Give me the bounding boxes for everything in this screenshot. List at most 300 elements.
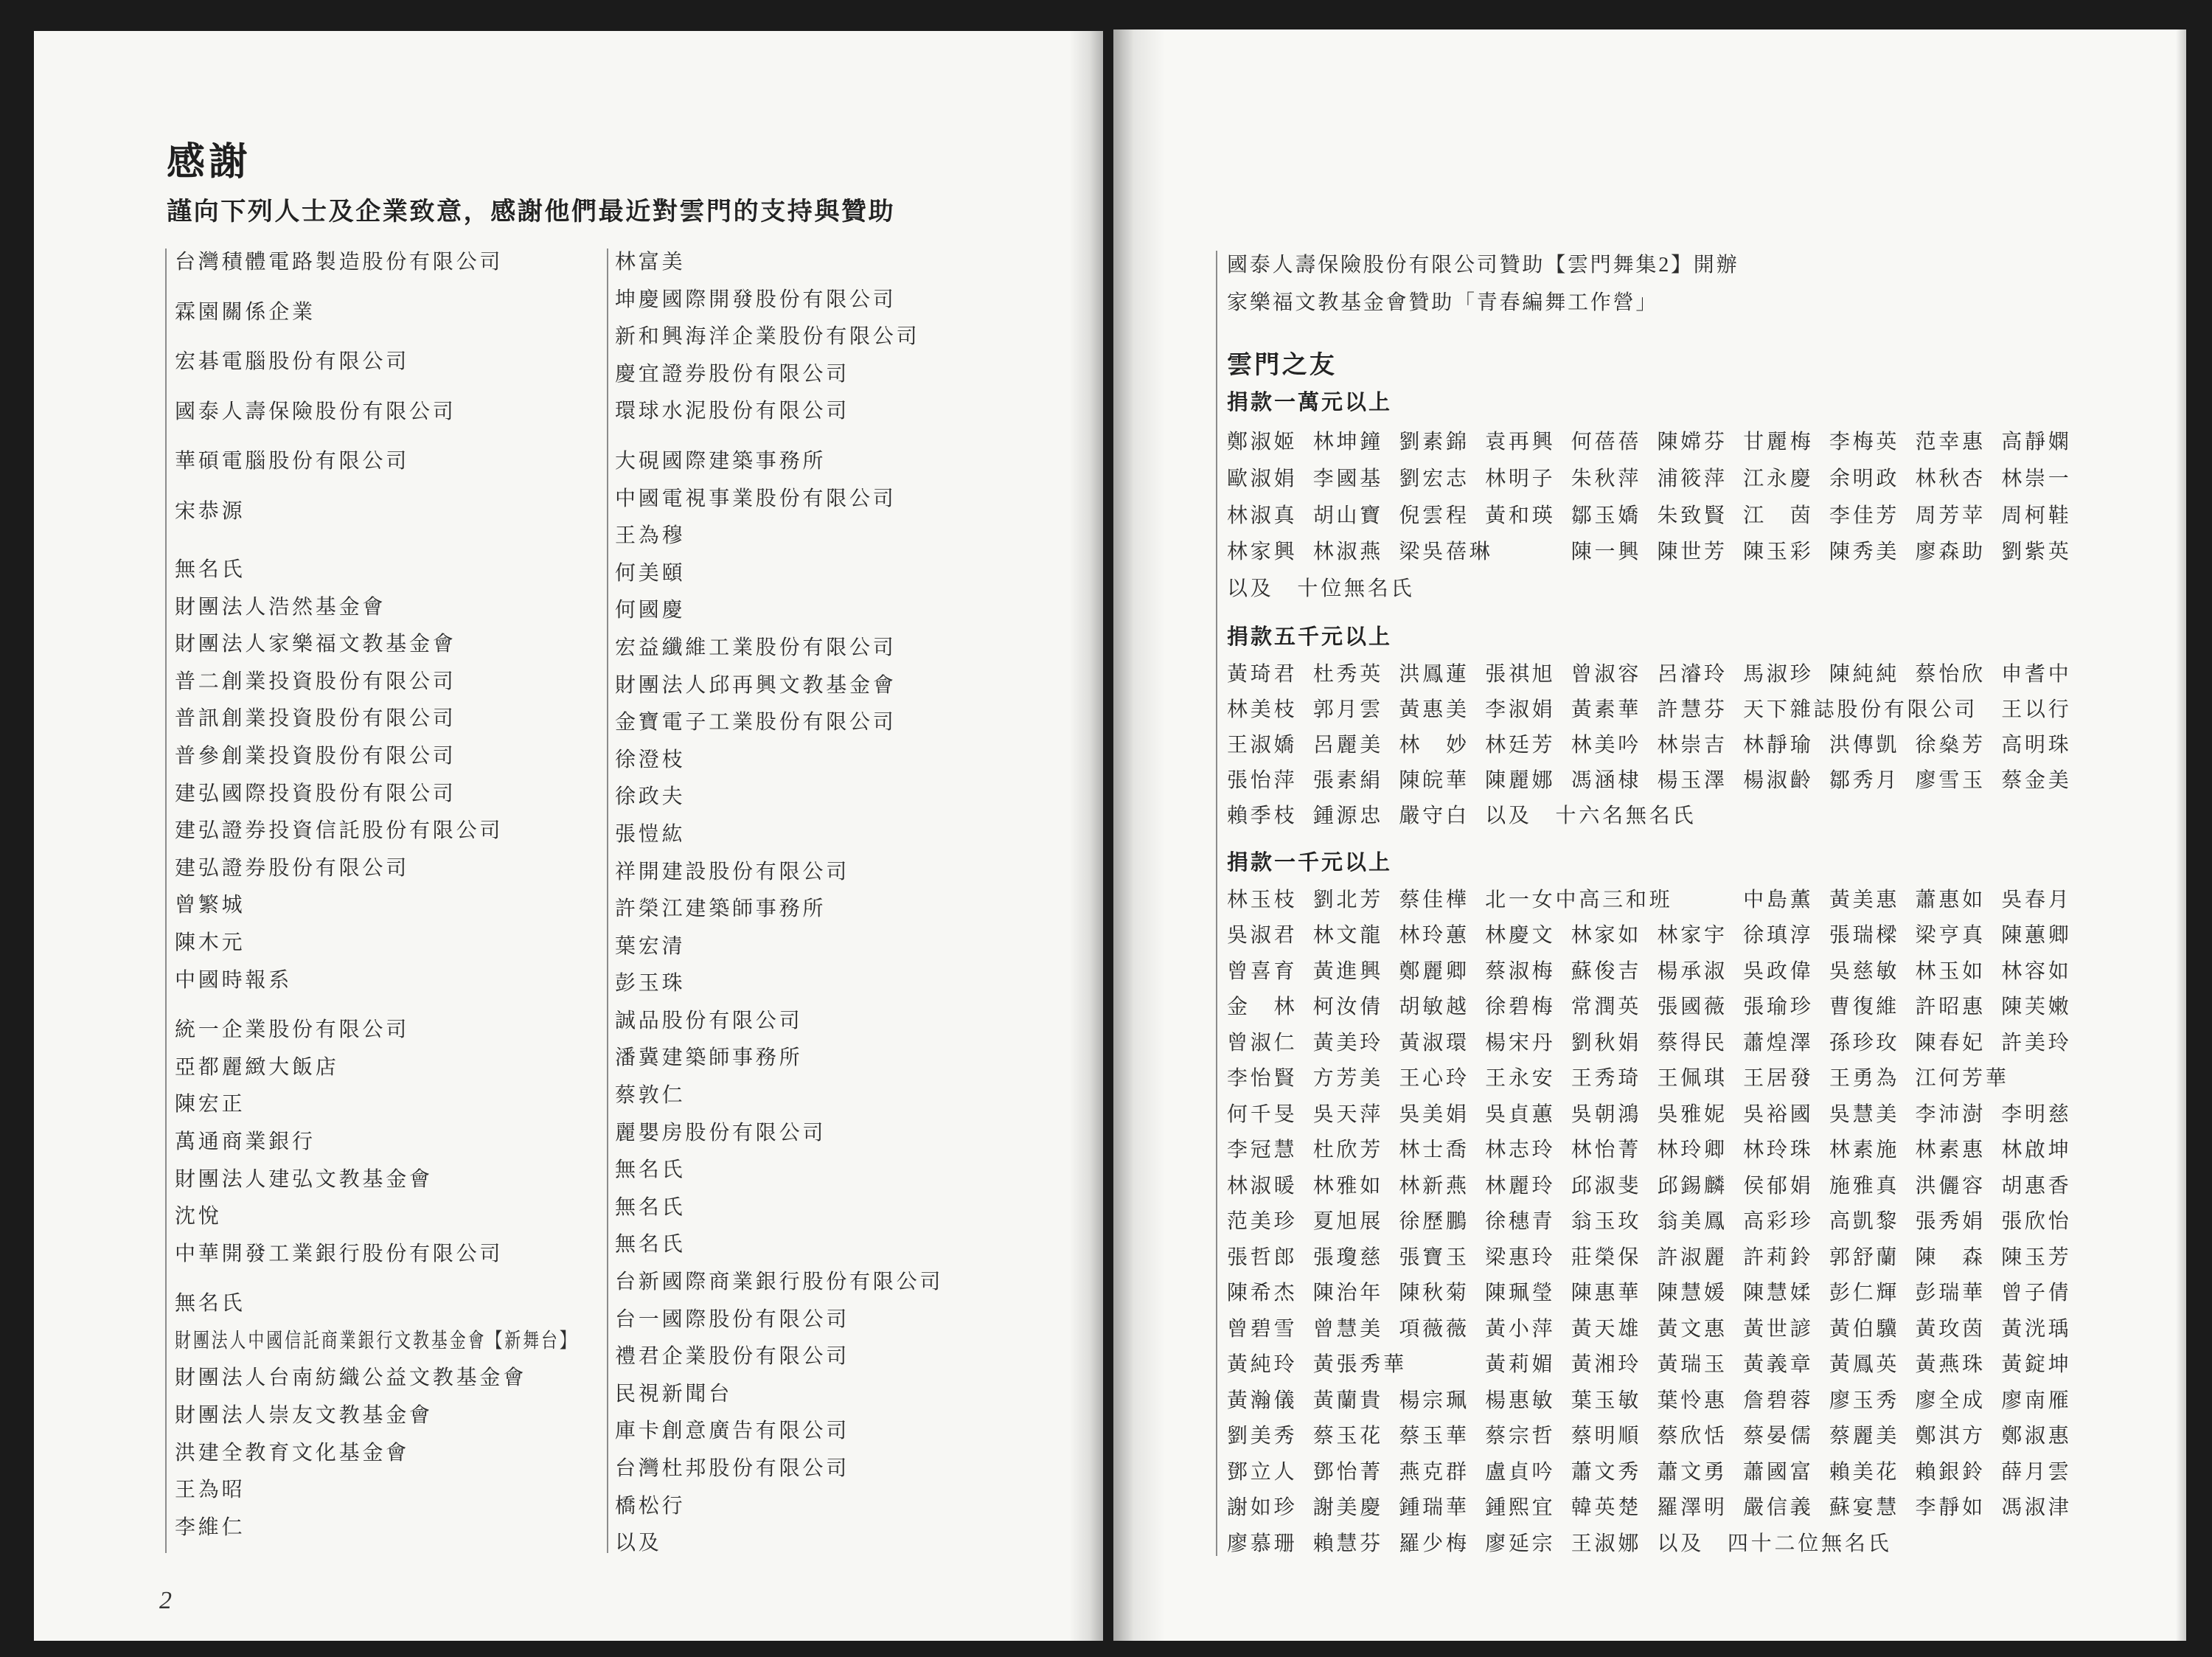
donor-name: 夏旭展 xyxy=(1312,1210,1384,1234)
donor-name: 劉宏志 xyxy=(1399,467,1470,490)
donor-name: 廖雪玉 xyxy=(1915,768,1986,792)
donor-name: 陳木元 xyxy=(175,931,246,954)
donor-name: 張國薇 xyxy=(1657,996,1728,1019)
donor-name: 台新國際商業銀行股份有限公司 xyxy=(615,1271,944,1294)
donor-name: 胡惠香 xyxy=(2001,1174,2072,1198)
donor-name: 謝美慶 xyxy=(1312,1496,1384,1520)
donor-name: 楊宗珮 xyxy=(1399,1389,1470,1412)
donor-name: 林富美 xyxy=(615,251,686,274)
donor-name: 徐穗青 xyxy=(1485,1210,1556,1234)
donor-name: 彭仁輝 xyxy=(1829,1282,1900,1305)
donor-name: 鄧怡菁 xyxy=(1312,1460,1384,1484)
donor-name: 葉玉敏 xyxy=(1571,1389,1642,1412)
donor-name: 財團法人中國信託商業銀行文教基金會【新舞台】 xyxy=(175,1329,578,1352)
donor-name: 張秀娟 xyxy=(1915,1210,1986,1234)
donor-name: 李沛澍 xyxy=(1915,1102,1986,1126)
donor-name: 林玲珠 xyxy=(1743,1139,1814,1162)
donor-name: 彭瑞華 xyxy=(1915,1282,1986,1305)
donor-name: 吳慈敏 xyxy=(1829,959,1900,983)
name-row xyxy=(1227,728,2097,763)
donor-name: 吳天萍 xyxy=(1312,1102,1384,1126)
friends-heading: 雲門之友 xyxy=(1227,351,1338,379)
donor-group xyxy=(175,1012,691,1273)
donor-name: 李明慈 xyxy=(2001,1102,2072,1126)
name-row xyxy=(1227,1312,2097,1348)
donor-name: 浦筱萍 xyxy=(1657,467,1728,490)
donor-name: 麗嬰房股份有限公司 xyxy=(615,1121,827,1144)
donor-name: 陳希杰 xyxy=(1227,1282,1298,1305)
donor-name: 陳慧媛 xyxy=(1657,1282,1728,1305)
donor-name: 劉紫英 xyxy=(2001,541,2072,564)
donor-name: 鄭淑惠 xyxy=(2001,1425,2072,1448)
donor-name: 徐歷鵬 xyxy=(1399,1210,1470,1234)
donor-name: 陳玉芳 xyxy=(2001,1246,2072,1269)
donor-name: 陳麗娜 xyxy=(1485,768,1556,792)
donor-name: 潘冀建築師事務所 xyxy=(615,1046,803,1070)
donor-name: 曾淑容 xyxy=(1571,662,1642,686)
donor-name: 張哲郎 xyxy=(1227,1246,1298,1269)
donor-name: 何蓓蓓 xyxy=(1571,431,1642,454)
donor-name: 金 林 xyxy=(1227,996,1298,1019)
name-row xyxy=(1227,883,2097,919)
name-row xyxy=(1227,990,2097,1026)
donor-name: 張寶玉 xyxy=(1399,1246,1470,1269)
donor-name: 誠品股份有限公司 xyxy=(615,1009,803,1032)
donor-name: 黃玫茵 xyxy=(1915,1317,1986,1341)
donor-name: 黃洸瑀 xyxy=(2001,1317,2072,1341)
donor-name: 許榮江建築師事務所 xyxy=(615,897,827,921)
name-row xyxy=(1227,763,2097,799)
donor-name: 羅澤明 xyxy=(1657,1496,1728,1520)
donor-name: 陳一興 xyxy=(1571,541,1642,564)
donor-name: 黃錠坤 xyxy=(2001,1353,2072,1377)
donor-name: 李怡賢 xyxy=(1227,1067,1298,1091)
donor-name: 梁吳蓓琳 xyxy=(1399,541,1493,564)
name-row xyxy=(1227,498,2097,535)
name-row xyxy=(1227,1097,2097,1133)
friends-section xyxy=(1227,246,2097,1562)
donor-name: 張愷紘 xyxy=(615,822,686,846)
donor-name: 賴銀鈴 xyxy=(1915,1460,1986,1484)
name-row xyxy=(1227,1490,2097,1526)
donor-name: 李維仁 xyxy=(175,1515,246,1539)
donor-name: 蕭文勇 xyxy=(1657,1460,1728,1484)
donor-name: 祥開建設股份有限公司 xyxy=(615,860,850,883)
donor-name: 慶宜證券股份有限公司 xyxy=(615,362,850,386)
donor-name: 張瑞樑 xyxy=(1829,924,1900,948)
column-rule xyxy=(165,249,167,1553)
donor-name: 坤慶國際開發股份有限公司 xyxy=(615,288,897,311)
donor-name: 林美吟 xyxy=(1571,733,1642,757)
donor-name: 林玉枝 xyxy=(1227,888,1298,911)
donor-name: 黃美惠 xyxy=(1829,888,1900,911)
donor-name: 黃義章 xyxy=(1743,1353,1814,1377)
donor-name: 李靜如 xyxy=(1915,1496,1986,1520)
name-row xyxy=(1227,1276,2097,1312)
donor-name: 陳 森 xyxy=(1915,1246,1986,1269)
donor-name: 林麗玲 xyxy=(1485,1174,1556,1198)
donor-name: 葉怜惠 xyxy=(1657,1389,1728,1412)
donor-name: 方芳美 xyxy=(1312,1067,1384,1091)
donor-name: 大硯國際建築事務所 xyxy=(615,449,827,473)
donor-name: 孫珍玫 xyxy=(1829,1031,1900,1055)
donor-name: 禮君企業股份有限公司 xyxy=(615,1345,850,1369)
donor-name: 吳朝鴻 xyxy=(1571,1102,1642,1126)
donor-name: 嚴信義 xyxy=(1743,1496,1814,1520)
donor-name: 賴慧芬 xyxy=(1312,1532,1384,1555)
donor-name: 韓英楚 xyxy=(1571,1496,1642,1520)
donor-name: 胡敏越 xyxy=(1399,996,1470,1019)
donor-name: 李淑娟 xyxy=(1485,698,1556,721)
left-page xyxy=(34,31,1103,1641)
donor-name: 詹碧蓉 xyxy=(1743,1389,1814,1412)
page-title: 感謝 xyxy=(167,141,252,184)
donor-name: 林玲蕙 xyxy=(1399,924,1470,948)
donation-tiers xyxy=(1227,384,2097,1562)
donor-name: 蔡欣恬 xyxy=(1657,1425,1728,1448)
donor-name: 莊榮保 xyxy=(1571,1246,1642,1269)
donor-name: 陳珮瑩 xyxy=(1485,1282,1556,1305)
donor-name: 鄭淇方 xyxy=(1915,1425,1986,1448)
donor-name: 建弘證券股份有限公司 xyxy=(175,856,410,880)
donor-name: 許淑麗 xyxy=(1657,1246,1728,1269)
donor-name: 林明子 xyxy=(1485,467,1556,490)
donor-group xyxy=(175,552,691,999)
donor-name: 普訊創業投資股份有限公司 xyxy=(175,707,456,731)
donor-name: 許美玲 xyxy=(2001,1031,2072,1055)
donor-name: 周芳苹 xyxy=(1915,504,1986,527)
donor-name: 台灣杜邦股份有限公司 xyxy=(615,1457,850,1480)
donor-name: 林士喬 xyxy=(1399,1139,1470,1162)
donor-name: 台一國際股份有限公司 xyxy=(615,1307,850,1331)
donor-name: 黃湘玲 xyxy=(1571,1353,1642,1377)
donor-name: 蔡宗哲 xyxy=(1485,1425,1556,1448)
name-row xyxy=(1227,1419,2097,1455)
donor-name: 吳雅妮 xyxy=(1657,1102,1728,1126)
name-row xyxy=(1227,1455,2097,1491)
donor-name: 郭舒蘭 xyxy=(1829,1246,1900,1269)
donor-name: 何千旻 xyxy=(1227,1102,1298,1126)
donor-name: 陳玉彩 xyxy=(1743,541,1814,564)
donor-name: 陳宏正 xyxy=(175,1093,246,1116)
donor-name: 以及 xyxy=(615,1532,662,1555)
donor-name: 范幸惠 xyxy=(1915,431,1986,454)
donor-name: 中國電視事業股份有限公司 xyxy=(615,487,897,510)
donor-name: 陳世芳 xyxy=(1657,541,1728,564)
donor-name: 廖森助 xyxy=(1915,541,1986,564)
donor-name: 林坤鐘 xyxy=(1312,431,1384,454)
donor-name: 林崇一 xyxy=(2001,467,2072,490)
donor-name: 林家興 xyxy=(1227,541,1298,564)
donor-name: 黃美玲 xyxy=(1312,1031,1384,1055)
donor-name: 朱秋萍 xyxy=(1571,467,1642,490)
donor-name: 黃惠美 xyxy=(1399,698,1470,721)
donor-name: 劉北芳 xyxy=(1312,888,1384,911)
donor-name: 蔡淑梅 xyxy=(1485,959,1556,983)
donor-name: 楊淑齡 xyxy=(1743,768,1814,792)
donor-name: 以及 十六名無名氏 xyxy=(1485,804,1697,827)
donor-name: 翁玉玫 xyxy=(1571,1210,1642,1234)
donor-name: 江永慶 xyxy=(1743,467,1814,490)
donor-name: 徐碧梅 xyxy=(1485,996,1556,1019)
donor-name: 高彩珍 xyxy=(1743,1210,1814,1234)
donor-name: 蕭文秀 xyxy=(1571,1460,1642,1484)
donor-name: 宏益纖維工業股份有限公司 xyxy=(615,636,897,659)
donor-name: 李冠慧 xyxy=(1227,1139,1298,1162)
donor-name: 無名氏 xyxy=(615,1158,686,1182)
donor-name: 林美枝 xyxy=(1227,698,1298,721)
donor-name: 曾繁城 xyxy=(175,894,246,917)
name-row xyxy=(1227,954,2097,990)
donor-name: 無名氏 xyxy=(175,1292,246,1316)
donor-name: 馬淑珍 xyxy=(1743,662,1814,686)
donor-name: 吳春月 xyxy=(2001,888,2072,911)
donor-name: 中國時報系 xyxy=(175,968,293,992)
page-number: 2 xyxy=(159,1587,172,1614)
donor-name: 沈悅 xyxy=(175,1205,222,1229)
donor-name: 賴美花 xyxy=(1829,1460,1900,1484)
donor-name: 高凱黎 xyxy=(1829,1210,1900,1234)
name-list xyxy=(1227,424,2097,608)
donor-name: 蔡敦仁 xyxy=(615,1084,686,1108)
donor-name: 陳芙嫩 xyxy=(2001,996,2072,1019)
donor-name: 林 妙 xyxy=(1399,733,1470,757)
name-row xyxy=(1227,1526,2097,1563)
donor-name: 林崇吉 xyxy=(1657,733,1728,757)
donor-column-1 xyxy=(175,237,691,1546)
donor-name: 林玉如 xyxy=(1915,959,1986,983)
donor-name: 庫卡創意廣告有限公司 xyxy=(615,1420,850,1443)
donor-name: 徐燊芳 xyxy=(1915,733,1986,757)
donor-name: 陳秋菊 xyxy=(1399,1282,1470,1305)
donor-name: 洪鳳蓮 xyxy=(1399,662,1470,686)
donor-name: 黃世諺 xyxy=(1743,1317,1814,1341)
donor-name: 王勇為 xyxy=(1829,1067,1900,1091)
donor-name: 霖園關係企業 xyxy=(175,300,316,324)
donor-name: 黃純玲 xyxy=(1227,1353,1298,1377)
name-row xyxy=(1227,1240,2097,1276)
donor-name: 王為穆 xyxy=(615,524,686,548)
donor-name: 宏碁電腦股份有限公司 xyxy=(175,350,410,373)
name-row xyxy=(1227,1133,2097,1169)
donor-name: 林淑真 xyxy=(1227,504,1298,527)
donor-name: 亞都麗緻大飯店 xyxy=(175,1055,339,1079)
donor-name: 徐澄枝 xyxy=(615,748,686,771)
donor-name: 王秀琦 xyxy=(1571,1067,1642,1091)
donor-name: 甘麗梅 xyxy=(1743,431,1814,454)
donor-name: 鄭麗卿 xyxy=(1399,959,1470,983)
donor-name: 林啟坤 xyxy=(2001,1139,2072,1162)
sponsorship-note: 國泰人壽保險股份有限公司贊助【雲門舞集2】開辦 xyxy=(1227,254,1739,277)
name-row xyxy=(1227,424,2097,461)
donor-name: 盧貞吟 xyxy=(1485,1460,1556,1484)
donor-name: 林怡菁 xyxy=(1571,1139,1642,1162)
donor-name: 林新燕 xyxy=(1399,1174,1470,1198)
donor-name: 袁再興 xyxy=(1485,431,1556,454)
donor-name: 申耆中 xyxy=(2001,662,2072,686)
donor-name: 蘇俊吉 xyxy=(1571,959,1642,983)
donor-name: 林素惠 xyxy=(1915,1139,1986,1162)
donor-name: 天下雜誌股份有限公司 xyxy=(1743,698,1978,721)
donor-name: 曾碧雪 xyxy=(1227,1317,1298,1341)
donor-name: 馮淑津 xyxy=(2001,1496,2072,1520)
donor-name: 施雅真 xyxy=(1829,1174,1900,1198)
donor-name: 范美珍 xyxy=(1227,1210,1298,1234)
donor-name: 馮涵棣 xyxy=(1571,768,1642,792)
donor-name: 蔡金美 xyxy=(2001,768,2072,792)
donor-name: 柯汝倩 xyxy=(1312,996,1384,1019)
donor-name: 謝如珍 xyxy=(1227,1496,1298,1520)
donor-name: 洪儷容 xyxy=(1915,1174,1986,1198)
donor-name: 余明政 xyxy=(1829,467,1900,490)
donor-name: 林文龍 xyxy=(1312,924,1384,948)
donor-name: 何美頤 xyxy=(615,561,686,585)
donor-name: 陳蕙卿 xyxy=(2001,924,2072,948)
donation-tier xyxy=(1227,384,2097,608)
donor-name: 高靜嫻 xyxy=(2001,431,2072,454)
donor-name: 統一企業股份有限公司 xyxy=(175,1018,410,1042)
donor-name: 蔡玉華 xyxy=(1399,1425,1470,1448)
donor-name: 王居發 xyxy=(1743,1067,1814,1091)
donor-name: 常潤英 xyxy=(1571,996,1642,1019)
donor-name: 黃莉媚 xyxy=(1485,1353,1556,1377)
donor-name: 陳慧媃 xyxy=(1743,1282,1814,1305)
right-page xyxy=(1113,29,2186,1641)
donor-name: 黃淑環 xyxy=(1399,1031,1470,1055)
donor-name: 財團法人家樂福文教基金會 xyxy=(175,633,456,656)
donor-name: 無名氏 xyxy=(175,558,246,581)
donor-name: 劉秋娟 xyxy=(1571,1031,1642,1055)
donor-name: 台灣積體電路製造股份有限公司 xyxy=(175,251,504,274)
donor-name: 黃和瑛 xyxy=(1485,504,1556,527)
donor-name: 許昭惠 xyxy=(1915,996,1986,1019)
donor-name: 吳裕國 xyxy=(1743,1102,1814,1126)
donor-name: 王為昭 xyxy=(175,1479,246,1502)
donor-name: 曾淑仁 xyxy=(1227,1031,1298,1055)
donor-name: 楊玉澤 xyxy=(1657,768,1728,792)
donor-name: 鄒玉嬌 xyxy=(1571,504,1642,527)
name-row xyxy=(1227,692,2097,728)
donor-name: 呂濬玲 xyxy=(1657,662,1728,686)
donor-name: 林靜瑜 xyxy=(1743,733,1814,757)
donor-name: 胡山寶 xyxy=(1312,504,1384,527)
page-subtitle: 謹向下列人士及企業致意，感謝他們最近對雲門的支持與贊助 xyxy=(167,198,896,226)
donor-name: 陳皖華 xyxy=(1399,768,1470,792)
donor-name: 王淑嬌 xyxy=(1227,733,1298,757)
donor-name: 賴季枝 xyxy=(1227,804,1298,827)
sponsorship-note: 家樂福文教基金會贊助「青春編舞工作營」 xyxy=(1227,291,1659,314)
donor-name: 李國基 xyxy=(1312,467,1384,490)
donor-name: 侯郁娟 xyxy=(1743,1174,1814,1198)
donor-name: 以及 四十二位無名氏 xyxy=(1657,1532,1892,1555)
donor-name: 林玲卿 xyxy=(1657,1139,1728,1162)
donor-name: 張欣怡 xyxy=(2001,1210,2072,1234)
name-row xyxy=(1227,799,2097,834)
donor-name: 陳秀美 xyxy=(1829,541,1900,564)
donor-group xyxy=(175,1285,691,1546)
donor-name: 楊宋丹 xyxy=(1485,1031,1556,1055)
donor-name: 葉宏清 xyxy=(615,934,686,958)
donor-name: 王永安 xyxy=(1485,1067,1556,1091)
donor-name: 財團法人邱再興文教基金會 xyxy=(615,673,897,697)
column-rule xyxy=(1216,251,1217,1556)
donor-name: 洪傳凱 xyxy=(1829,733,1900,757)
donor-name: 曾慧美 xyxy=(1312,1317,1384,1341)
donor-name: 蔡玉花 xyxy=(1312,1425,1384,1448)
donor-name: 林淑暖 xyxy=(1227,1174,1298,1198)
donor-name: 黃進興 xyxy=(1312,959,1384,983)
donor-name: 曹復維 xyxy=(1829,996,1900,1019)
donor-name: 燕克群 xyxy=(1399,1460,1470,1484)
donor-name: 梁亨真 xyxy=(1915,924,1986,948)
tier-heading: 捐款一千元以上 xyxy=(1227,850,1393,875)
donor-name: 建弘證券投資信託股份有限公司 xyxy=(175,819,504,843)
donor-name: 郭月雲 xyxy=(1312,698,1384,721)
donor-name: 李佳芳 xyxy=(1829,504,1900,527)
donor-name: 黃瀚儀 xyxy=(1227,1389,1298,1412)
donor-name: 蘇宴慧 xyxy=(1829,1496,1900,1520)
donor-name: 林秋杏 xyxy=(1915,467,1986,490)
name-row xyxy=(1227,657,2097,692)
donor-name: 財團法人建弘文教基金會 xyxy=(175,1167,433,1191)
name-row xyxy=(1227,1347,2097,1383)
donor-name: 黃琦君 xyxy=(1227,662,1298,686)
donor-name: 林家宇 xyxy=(1657,924,1728,948)
donor-name: 蕭惠如 xyxy=(1915,888,1986,911)
donor-name: 黃文惠 xyxy=(1657,1317,1728,1341)
donor-name: 華碩電腦股份有限公司 xyxy=(175,450,410,473)
donor-name: 金寶電子工業股份有限公司 xyxy=(615,711,897,734)
donor-name: 楊承淑 xyxy=(1657,959,1728,983)
donor-name: 陳惠華 xyxy=(1571,1282,1642,1305)
donor-name: 劉美秀 xyxy=(1227,1425,1298,1448)
donor-name: 張瓊慈 xyxy=(1312,1246,1384,1269)
donor-name: 普參創業投資股份有限公司 xyxy=(175,744,456,768)
donor-name: 歐淑娟 xyxy=(1227,467,1298,490)
donor-name: 張祺旭 xyxy=(1485,662,1556,686)
donor-name: 蔡佳樺 xyxy=(1399,888,1470,911)
donor-name: 黃素華 xyxy=(1571,698,1642,721)
donor-name: 黃張秀華 xyxy=(1312,1353,1407,1377)
donor-name: 吳慧美 xyxy=(1829,1102,1900,1126)
name-list xyxy=(1227,657,2097,834)
donor-name: 林容如 xyxy=(2001,959,2072,983)
name-row xyxy=(1227,1026,2097,1062)
donor-name: 廖全成 xyxy=(1915,1389,1986,1412)
donor-name: 宋恭源 xyxy=(175,499,246,523)
name-list xyxy=(1227,883,2097,1563)
donor-name: 蔡晏儒 xyxy=(1743,1425,1814,1448)
donor-name: 張素絹 xyxy=(1312,768,1384,792)
donor-name: 吳淑君 xyxy=(1227,924,1298,948)
donor-name: 中島薫 xyxy=(1743,888,1814,911)
donor-name: 蔡得民 xyxy=(1657,1031,1728,1055)
donor-name: 張瑜珍 xyxy=(1743,996,1814,1019)
donor-name: 黃蘭貴 xyxy=(1312,1389,1384,1412)
donor-name: 黃瑞玉 xyxy=(1657,1353,1728,1377)
donor-name: 曾喜育 xyxy=(1227,959,1298,983)
spine-shadow xyxy=(1113,29,1165,1641)
donor-name: 蔡怡欣 xyxy=(1915,662,1986,686)
donor-name: 新和興海洋企業股份有限公司 xyxy=(615,325,920,349)
donor-name: 國泰人壽保險股份有限公司 xyxy=(175,400,456,423)
donor-name: 中華開發工業銀行股份有限公司 xyxy=(175,1242,504,1265)
donor-name: 許慧芬 xyxy=(1657,698,1728,721)
name-row xyxy=(1227,534,2097,571)
donor-name: 梁惠玲 xyxy=(1485,1246,1556,1269)
name-row xyxy=(1227,1061,2097,1097)
donor-name: 周柯鞋 xyxy=(2001,504,2072,527)
